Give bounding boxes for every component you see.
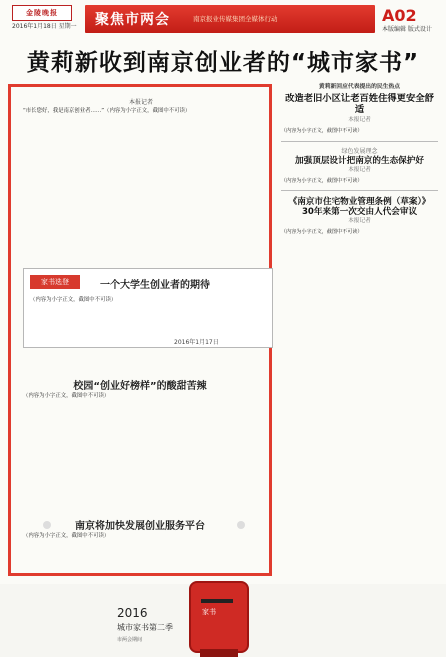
pin-icon-right [237, 521, 245, 529]
issue-date: 2016年1月18日 星期一 [12, 23, 77, 30]
intro-source: 本报记者 [128, 99, 153, 106]
letter-body: （内容为小字正文，截图中不可读） [30, 297, 117, 303]
right-body-2: （内容为小字正文，截图中不可读） [281, 177, 363, 184]
mid-body-2: （内容为小字正文，截图中不可读） [23, 533, 110, 539]
main-headline: 黄莉新收到南京创业者的“城市家书” [26, 50, 420, 76]
right-body-1: （内容为小字正文，截图中不可读） [281, 128, 363, 135]
left-feature-box [8, 84, 272, 643]
page-editor-line: 本版编辑 版式设计 [382, 26, 432, 33]
right-title-2: 加强顶层设计把南京的生态保护好 [295, 155, 424, 166]
mailbox-icon [189, 581, 249, 653]
header-banner [85, 5, 375, 33]
series-name: 城市家书第二季 [117, 623, 173, 632]
pin-icon-left [43, 521, 51, 529]
series-mark [117, 606, 185, 654]
letter-title: 一个大学生创业者的期待 [100, 280, 210, 291]
series-year: 2016 [117, 606, 148, 620]
mid-title-2: 南京将加快发展创业服务平台 [75, 521, 205, 532]
mid-title-1: 校园“创业好榜样”的酸甜苦辣 [73, 381, 207, 392]
right-title-3: 《南京市住宅物业管理条例（草案）》 30年来第一次交由人代会审议 [288, 197, 431, 218]
divider [281, 190, 438, 191]
right-kicker-1: 黄莉新回应代表提出的民生热点 [318, 84, 401, 90]
right-sub-2: 绿色发展理念 [341, 147, 378, 155]
logo-text: 金陵晚报 [26, 9, 58, 17]
right-column [281, 84, 438, 576]
right-byline-1: 本报记者 [348, 117, 371, 124]
left-intro [23, 97, 259, 215]
letter-tag: 家书选登 [30, 275, 80, 289]
sponsor-line: 南京报业传媒集团全媒体行动 [193, 15, 278, 23]
right-body-3: （内容为小字正文，截图中不可读） [281, 229, 363, 236]
mailbox-label: 家书 [202, 608, 216, 616]
mid-body-1: （内容为小字正文，截图中不可读） [23, 393, 110, 399]
newspaper-logo [12, 5, 72, 21]
right-byline-3: 本报记者 [348, 218, 371, 225]
mailbox-base [200, 649, 238, 657]
right-title-1: 改造老旧小区让老百姓住得更安全舒适 [285, 93, 434, 116]
divider [281, 141, 438, 142]
mailbox-slot [201, 599, 233, 603]
letter-card [23, 268, 273, 348]
letter-date: 2016年1月17日 [174, 339, 219, 346]
page-number: A02 [382, 6, 417, 25]
section-title: 聚焦市两会 [95, 12, 170, 28]
right-byline-2: 本报记者 [348, 166, 371, 173]
series-note: 市两会期间 [117, 637, 143, 643]
intro-text: “市长您好，我是南京创业者……”（内容为小字正文，截图中不可读） [23, 108, 191, 114]
